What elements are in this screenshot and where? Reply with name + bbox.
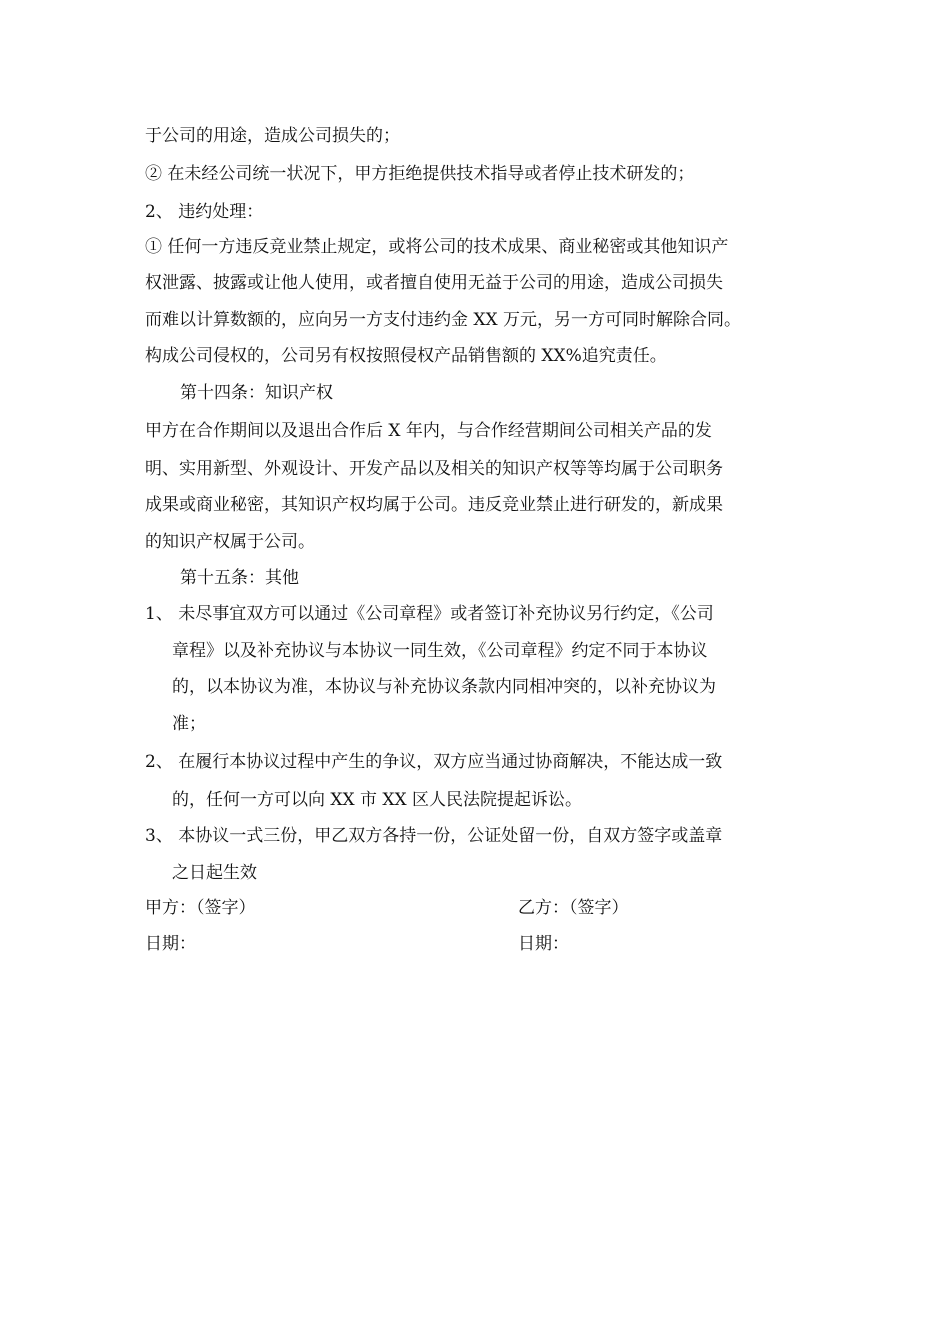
list-item-continuation: 章程》以及补充协议与本协议一同生效，《公司章程》约定不同于本协议 (172, 641, 708, 661)
list-item: 1、 未尽事宜双方可以通过《公司章程》或者签订补充协议另行约定，《公司 (145, 604, 714, 624)
article-14-title: 第十四条：知识产权 (180, 383, 333, 403)
list-item-continuation: 的，任何一方可以向 XX 市 XX 区人民法院提起诉讼。 (172, 790, 583, 810)
list-item-continuation: 之日起生效 (172, 863, 257, 883)
body-line: 构成公司侵权的，公司另有权按照侵权产品销售额的 XX%追究责任。 (145, 346, 667, 366)
list-item: 3、 本协议一式三份，甲乙双方各持一份，公证处留一份，自双方签字或盖章 (145, 826, 723, 846)
body-line: 而难以计算数额的，应向另一方支付违约金 XX 万元，另一方可同时解除合同。 (145, 310, 742, 330)
body-line: 于公司的用途，造成公司损失的； (145, 126, 400, 146)
party-a-date: 日期： (145, 934, 196, 954)
list-item: 2、 在履行本协议过程中产生的争议，双方应当通过协商解决，不能达成一致 (145, 752, 723, 772)
party-b-signature: 乙方：（签字） (518, 898, 629, 918)
body-line: 的知识产权属于公司。 (145, 532, 315, 552)
list-item-continuation: 准； (172, 714, 206, 734)
body-line: 明、实用新型、外观设计、开发产品以及相关的知识产权等等均属于公司职务 (145, 459, 723, 479)
clause-item: ① 任何一方违反竞业禁止规定，或将公司的技术成果、商业秘密或其他知识产 (145, 237, 729, 257)
body-line: 甲方在合作期间以及退出合作后 X 年内，与合作经营期间公司相关产品的发 (145, 421, 712, 441)
party-b-date: 日期： (518, 934, 569, 954)
body-line: 成果或商业秘密，其知识产权均属于公司。违反竞业禁止进行研发的，新成果 (145, 495, 723, 515)
body-line: 权泄露、披露或让他人使用，或者擅自使用无益于公司的用途，造成公司损失 (145, 273, 723, 293)
clause-heading: 2、 违约处理： (145, 202, 264, 222)
clause-item: ② 在未经公司统一状况下，甲方拒绝提供技术指导或者停止技术研发的； (145, 164, 695, 184)
article-15-title: 第十五条：其他 (180, 568, 299, 588)
list-item-continuation: 的，以本协议为准，本协议与补充协议条款内同相冲突的，以补充协议为 (172, 677, 716, 697)
party-a-signature: 甲方：（签字） (145, 898, 256, 918)
